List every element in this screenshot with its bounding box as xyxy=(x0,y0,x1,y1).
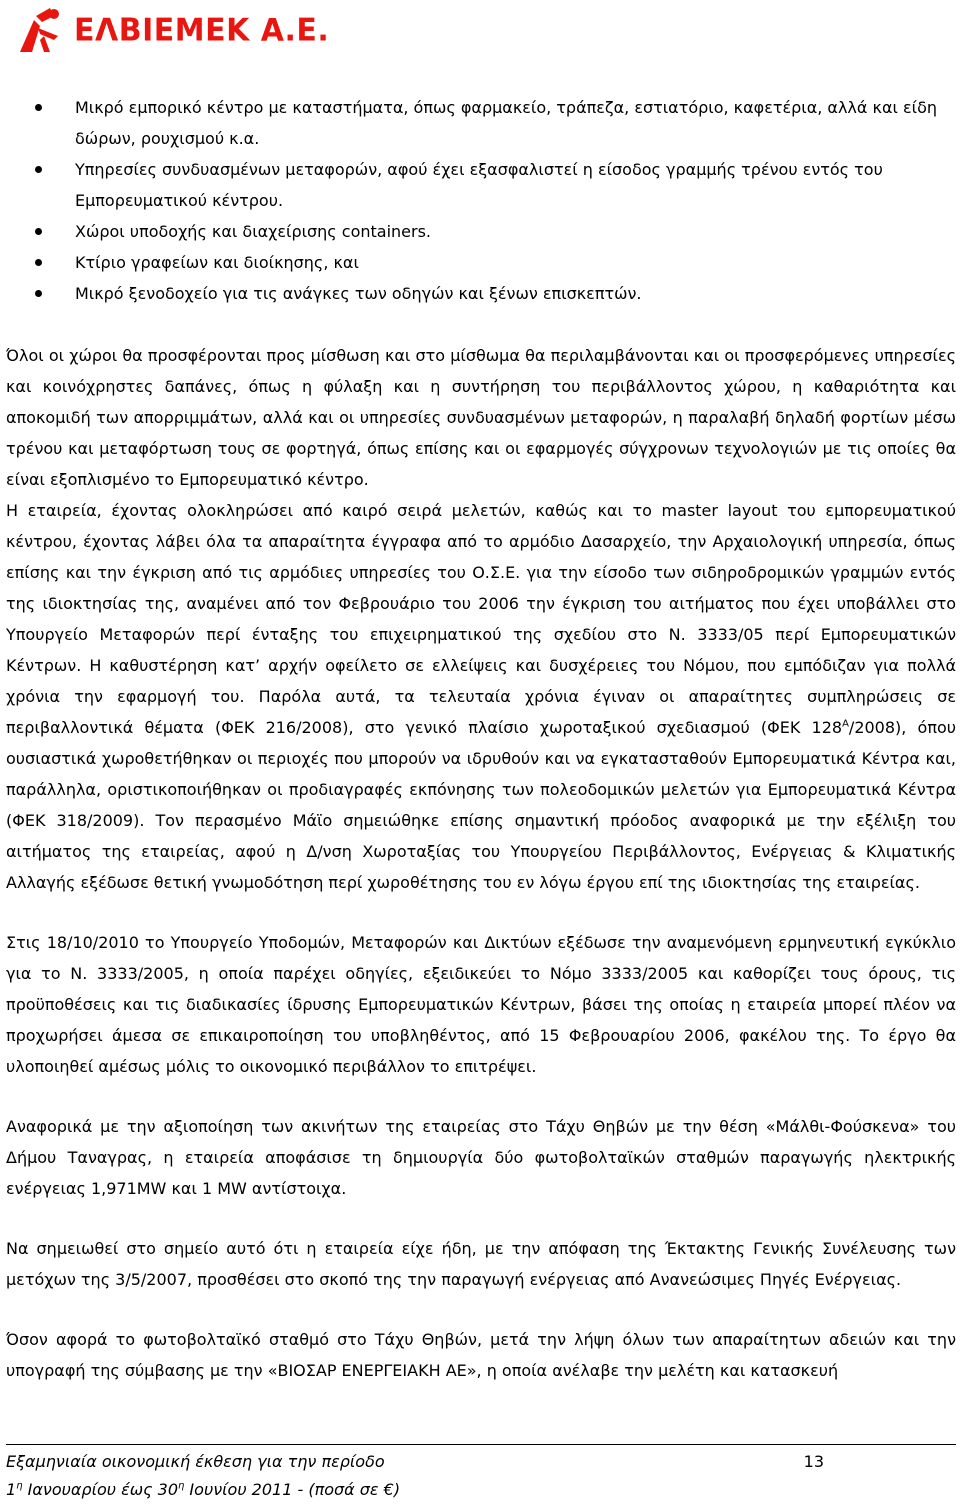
superscript: η xyxy=(16,1480,23,1492)
superscript: η xyxy=(178,1480,185,1492)
list-item-text: Μικρό εμπορικό κέντρο με καταστήματα, όπως φαρμακείο, τράπεζα, εστιατόριο, καφετέρια, αλλά και είδη δώρων, ρουχισμού κ.α. xyxy=(75,98,937,148)
report-period xyxy=(6,1476,956,1504)
list-item xyxy=(0,154,960,216)
period-text: Ιουνίου 2011 - (ποσά σε €) xyxy=(184,1480,401,1499)
red-figure-logo-icon xyxy=(14,6,70,54)
bullet-icon xyxy=(35,228,42,235)
company-logo xyxy=(14,6,329,54)
list-item-text: Μικρό ξενοδοχείο για τις ανάγκες των οδηγών και ξένων επισκεπτών. xyxy=(75,284,642,303)
paragraph: Όσον αφορά το φωτοβολταϊκό σταθμό στο Τάχυ Θηβών, μετά την λήψη όλων των απαραίτητων αδειών και την υπογραφή της σύμβασης με την «ΒΙΟΣΑΡ ΕΝΕΡΓΕΙΑΚΗ ΑΕ», η οποία ανέλαβε την μελέτη και κατασκευή xyxy=(6,1330,956,1380)
paragraph: Στις 18/10/2010 το Υπουργείο Υποδομών, Μεταφορών και Δικτύων εξέδωσε την αναμενόμενη ερμηνευτική εγκύκλιο για το Ν. 3333/2005, η οποία παρέχει οδηγίες, εξειδικεύει το Νόμο 3333/2005 και καθορίζει τους όρους, τις προϋποθέσεις και τις διαδικασίες ίδρυσης Εμπορευματικών Κέντρων, βάσει της οποίας η εταιρεία μπορεί πλέον να προχωρήσει άμεσα σε επικαιροποίηση του υποβληθέντος, από 15 Φεβρουαρίου 2006, φακέλου της. Το έργο θα υλοποιηθεί αμέσως μόλις το οικονομικό περιβάλλον το επιτρέψει. xyxy=(6,933,956,1076)
bullet-icon xyxy=(35,166,42,173)
footer-row xyxy=(6,1448,956,1476)
list-item xyxy=(0,216,960,247)
document-body xyxy=(6,340,956,1386)
report-title: Εξαμηνιαία οικονομική έκθεση για την περίοδο xyxy=(6,1452,385,1471)
paragraph: Όλοι οι χώροι θα προσφέρονται προς μίσθωση και στο μίσθωμα θα περιλαμβάνονται και οι προσφερόμενες υπηρεσίες και κοινόχρηστες δαπάνες, όπως η φύλαξη και η συντήρηση του περιβάλλοντος χώρου, η καθαριότητα και αποκομιδή των απορριμμάτων, αλλά και οι υπηρεσίες συνδυασμένων μεταφορών, η παραλαβή δηλαδή φορτίων μέσω τρένου και μεταφόρτωση τους σε φορτηγά, όπως επίσης και οι εφαρμογές σύγχρονων τεχνολογιών με τις οποίες θα είναι εξοπλισμένο το Εμπορευματικό κέντρο. xyxy=(6,346,956,489)
list-item-text: Κτίριο γραφείων και διοίκησης, και xyxy=(75,253,359,272)
paragraph: Να σημειωθεί στο σημείο αυτό ότι η εταιρεία είχε ήδη, με την απόφαση της Έκτακτης Γενικής Συνέλευσης των μετόχων της 3/5/2007, προσθέσει στο σκοπό της την παραγωγή ενέργειας από Ανανεώσιμες Πηγές Ενέργειας. xyxy=(6,1239,956,1289)
list-item xyxy=(0,247,960,278)
page-number: 13 xyxy=(803,1452,824,1471)
period-text: 1 xyxy=(6,1480,17,1499)
paragraph-text: /2008), όπου ουσιαστικά χωροθετήθηκαν οι περιοχές που μπορούν να ιδρυθούν και να εγκατασταθούν Εμπορευματικά Κέντρα και, παράλληλα, οριστικοποιήθηκαν οι προδιαγραφές εκπόνησης των πολεοδομικών μελετών για Εμπορευματικά Κέντρα (ΦΕΚ 318/2009). Τον περασμένο Μάϊο σημειώθηκε επίσης σημαντική πρόοδος αναφορικά με την εξέλιξη του αιτήματος της εταιρείας, αφού η Δ/νση Χωροταξίας του Υπουργείου Περιβάλλοντος, Ενέργειας & Κλιματικής Αλλαγής εξέδωσε θετική γνωμοδότηση περί χωροθέτησης του εν λόγω έργου επί της ιδιοκτησίας της εταιρείας. xyxy=(6,718,956,892)
facilities-list xyxy=(0,92,960,309)
paragraph-text: Η εταιρεία, έχοντας ολοκληρώσει από καιρό σειρά μελετών, καθώς και το master layout του εμπορευματικού κέντρου, έχοντας λάβει όλα τα απαραίτητα έγγραφα από το αρμόδιο Δασαρχείο, την Αρχαιολογική υπηρεσία, όπως επίσης και την έγκριση από τις αρμόδιες υπηρεσίες του Ο.Σ.Ε. για την είσοδο των σιδηροδρομικών γραμμών εντός της ιδιοκτησίας της, αναμένει από τον Φεβρουάριο του 2006 την έγκριση του αιτήματος που έχει υποβάλλει στο Υπουργείο Μεταφορών περί ένταξης του επιχειρηματικού της σχεδίου στο Ν. 3333/05 περί Εμπορευματικών Κέντρων. Η καθυστέρηση κατ’ αρχήν οφείλετο σε ελλείψεις και δυσχέρειες του Νόμου, που εμπόδιζαν για πολλά χρόνια την εφαρμογή του. Παρόλα αυτά, τα τελευταία χρόνια έγιναν οι απαραίτητες συμπληρώσεις σε περιβαλλοντικά θέματα (ΦΕΚ 216/2008), στο γενικό πλαίσιο χωροταξικού σχεδιασμού (ΦΕΚ 128 xyxy=(6,501,956,737)
page-footer xyxy=(6,1444,956,1504)
company-name: ΕΛΒΙΕΜΕΚ Α.Ε. xyxy=(74,11,330,49)
bullet-icon xyxy=(35,259,42,266)
paragraph xyxy=(6,495,956,898)
list-item xyxy=(0,92,960,154)
bullet-icon xyxy=(35,104,42,111)
period-text: Ιανουαρίου έως 30 xyxy=(22,1480,178,1499)
bullet-icon xyxy=(35,290,42,297)
list-item-text: Υπηρεσίες συνδυασμένων μεταφορών, αφού έχει εξασφαλιστεί η είσοδος γραμμής τρένου εντός του Εμπορευματικού κέντρου. xyxy=(75,160,883,210)
list-item-text: Χώροι υποδοχής και διαχείρισης containers. xyxy=(75,222,432,241)
list-item xyxy=(0,278,960,309)
paragraph: Αναφορικά με την αξιοποίηση των ακινήτων της εταιρείας στο Τάχυ Θηβών με την θέση «Μάλθι-Φούσκενα» του Δήμου Ταναγρας, η εταιρεία αποφάσισε τη δημιουργία δύο φωτοβολταϊκών σταθμών παραγωγής ηλεκτρικής ενέργειας 1,971MW και 1 MW αντίστοιχα. xyxy=(6,1117,956,1198)
superscript: Α xyxy=(842,718,849,730)
